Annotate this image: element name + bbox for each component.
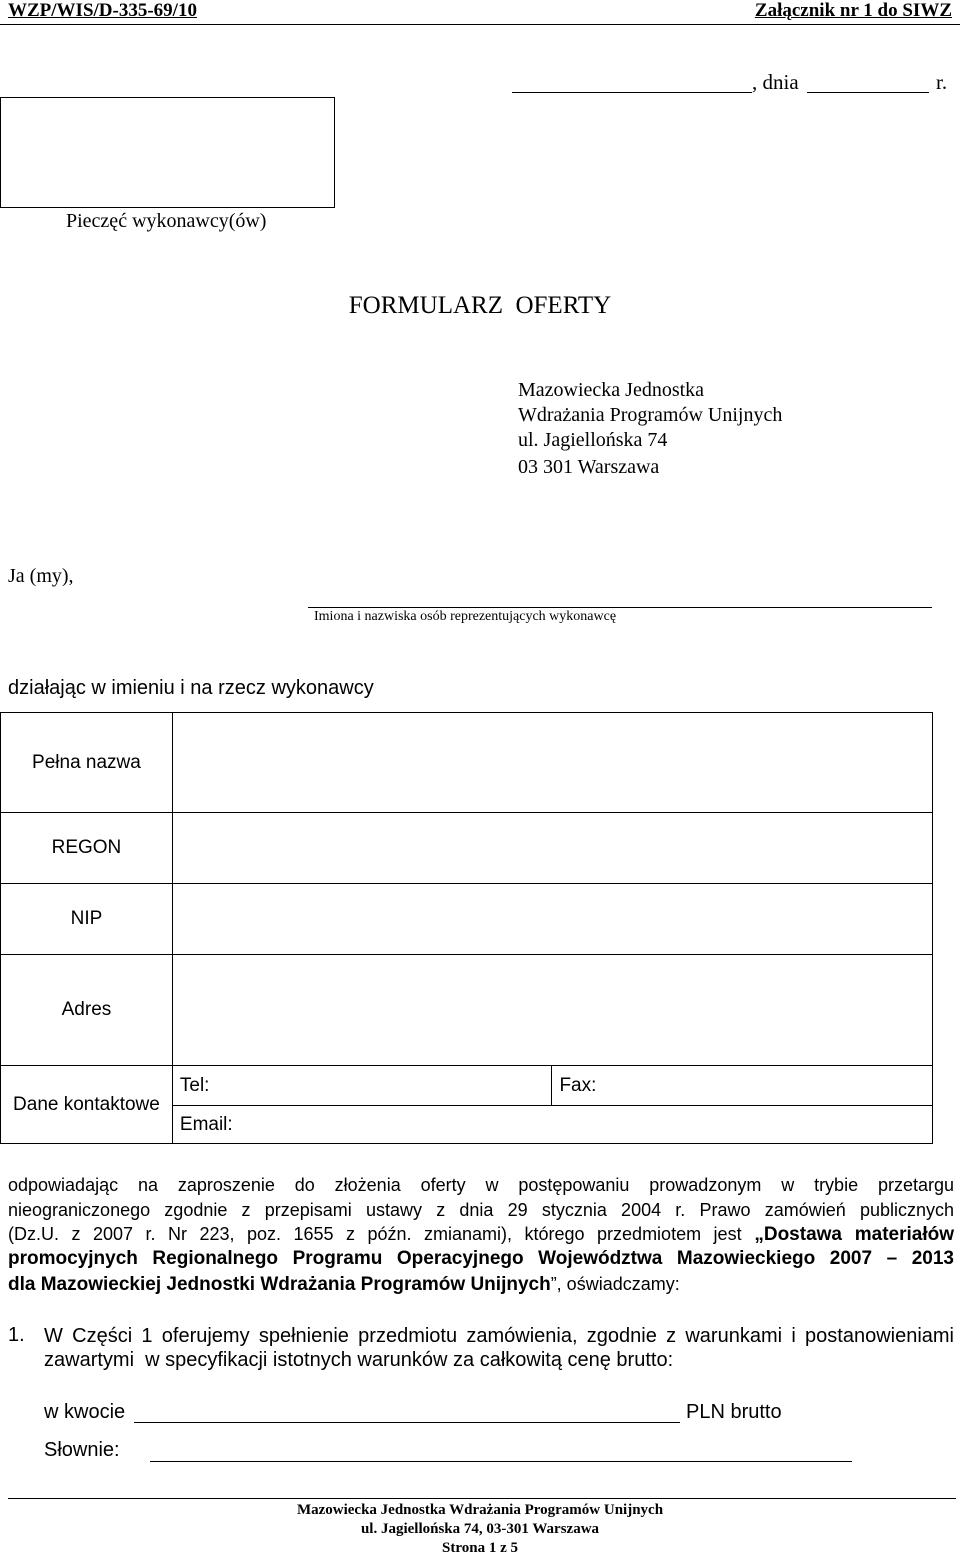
amount-currency: PLN brutto xyxy=(686,1401,782,1423)
document-reference: WZP/WIS/D-335-69/10 xyxy=(8,0,197,21)
table-row xyxy=(1,813,933,884)
page-number: Strona 1 z 5 xyxy=(442,1540,518,1556)
full-name-label: Pełna nazwa xyxy=(1,713,173,813)
footer-address: ul. Jagiellońska 74, 03-301 Warszawa xyxy=(360,1521,600,1537)
regon-label: REGON xyxy=(1,813,173,884)
tel-field[interactable] xyxy=(172,1066,552,1106)
persons-blank-line[interactable] xyxy=(308,607,932,608)
recipient-line-1: Mazowiecka Jednostka xyxy=(518,379,705,401)
ja-my-label: Ja (my), xyxy=(8,565,74,587)
fax-label: Fax: xyxy=(559,1074,597,1096)
date-suffix: r. xyxy=(936,70,948,94)
acting-on-behalf-text: działając w imieniu i na rzecz wykonawcy xyxy=(8,677,374,699)
contractor-data-table xyxy=(0,712,933,1144)
footer-divider xyxy=(8,1498,956,1499)
contract-subject-line: promocyjnych Regionalnego Programu Operacyjnego Województwa Mazowieckiego 2007 – 2013 xyxy=(8,1248,954,1269)
date-blank-line[interactable] xyxy=(807,92,929,93)
in-words-blank-line[interactable] xyxy=(150,1461,852,1462)
email-field[interactable] xyxy=(172,1106,552,1144)
body-line-3-part-1: (Dz.U. z 2007 r. Nr 223, poz. 1655 z późn. zmianami), którego przedmiotem jest xyxy=(8,1224,742,1244)
contract-subject-end: dla Mazowieckiej Jednostki Wdrażania Programów Unijnych xyxy=(8,1274,551,1295)
table-row xyxy=(1,1066,933,1106)
body-line-5 xyxy=(8,1272,954,1298)
stamp-box[interactable] xyxy=(0,97,335,208)
attachment-label: Załącznik nr 1 do SIWZ xyxy=(754,0,952,21)
amount-label: w kwocie xyxy=(44,1401,126,1423)
footer-institution: Mazowiecka Jednostka Wdrażania Programów Unijnych xyxy=(296,1502,664,1518)
regon-field[interactable] xyxy=(172,813,932,884)
body-line-1: odpowiadając na zaproszenie do złożenia oferty w postępowaniu prowadzonym w trybie przetargu xyxy=(8,1175,954,1195)
address-label: Adres xyxy=(1,955,173,1066)
offer-line-2: zawartymi w specyfikacji istotnych warunków za całkowitą cenę brutto: xyxy=(44,1349,674,1371)
form-title: FORMULARZ OFERTY xyxy=(348,292,612,319)
in-words-label: Słownie: xyxy=(44,1439,120,1461)
recipient-line-4: 03 301 Warszawa xyxy=(518,456,660,478)
offer-line-1: W Części 1 oferujemy spełnienie przedmiotu zamówienia, zgodnie z warunkami i postanowieniami xyxy=(44,1325,954,1347)
full-name-field[interactable] xyxy=(172,713,932,813)
recipient-line-3: ul. Jagiellońska 74 xyxy=(518,429,668,451)
email-field-extension[interactable] xyxy=(552,1106,933,1144)
contact-label: Dane kontaktowe xyxy=(1,1066,173,1144)
nip-label: NIP xyxy=(1,884,173,955)
declaration-text: ”, oświadczamy: xyxy=(550,1274,680,1294)
table-row xyxy=(1,884,933,955)
body-line-3 xyxy=(8,1222,954,1248)
tel-label: Tel: xyxy=(179,1074,210,1096)
offer-item-number: 1. xyxy=(8,1324,25,1346)
persons-caption: Imiona i nazwiska osób reprezentujących wykonawcę xyxy=(314,609,617,624)
fax-field[interactable] xyxy=(552,1066,933,1106)
contract-subject-start: „Dostawa materiałów xyxy=(754,1224,954,1245)
offer-item-text xyxy=(44,1324,954,1372)
email-label: Email: xyxy=(179,1113,233,1135)
date-separator: , dnia xyxy=(752,70,799,94)
nip-field[interactable] xyxy=(172,884,932,955)
amount-blank-line[interactable] xyxy=(134,1422,680,1423)
header-divider xyxy=(0,24,960,25)
body-line-2: nieograniczonego zgodnie z przepisami ustawy z dnia 29 stycznia 2004 r. Prawo zamówień publicznych xyxy=(8,1200,954,1220)
table-row xyxy=(1,955,933,1066)
address-field[interactable] xyxy=(172,955,932,1066)
recipient-line-2: Wdrażania Programów Unijnych xyxy=(518,404,783,426)
stamp-label: Pieczęć wykonawcy(ów) xyxy=(66,210,267,232)
place-blank-line[interactable] xyxy=(512,92,752,93)
table-row xyxy=(1,713,933,813)
